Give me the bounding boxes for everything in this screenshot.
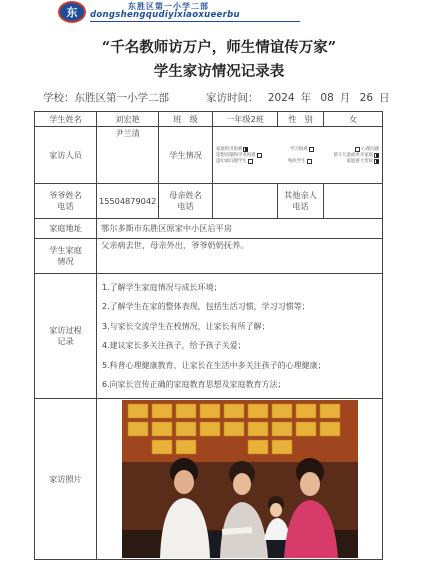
student-name-label: 学生姓名: [35, 112, 97, 127]
status-option[interactable]: 心理问题: [355, 146, 379, 152]
status-option[interactable]: 家庭经济困难: [216, 146, 248, 152]
meta-school: 学校：东胜区第一小学二部: [43, 92, 169, 104]
other-relative-label: 其他亲人 电话: [278, 184, 324, 219]
status-option[interactable]: 违纪或问题学生: [216, 158, 253, 164]
checkbox-icon: [374, 153, 379, 158]
list-item: 3.与家长交流学生在校情况，让家长有所了解；: [102, 321, 270, 331]
visitors-label: 家访人员: [35, 127, 97, 184]
family-value: 父亲病去世，母亲外出，爷爷奶奶抚养。: [97, 239, 383, 274]
status-option[interactable]: 学习困难: [290, 146, 314, 152]
row-student: [35, 112, 383, 127]
gender-value: 女: [324, 112, 383, 127]
visit-year-unit: 年: [300, 92, 312, 104]
visit-year: 2024: [267, 92, 295, 104]
mother-value: [213, 184, 278, 219]
gender-label: 性 别: [278, 112, 324, 127]
family-label: 学生家庭 情况: [35, 239, 97, 274]
visit-record-table: [34, 111, 383, 560]
checkbox-icon: [243, 147, 248, 152]
visit-time-label: 家访时间：: [206, 92, 259, 104]
class-label: 班 级: [159, 112, 213, 127]
visit-day: 26: [359, 92, 374, 104]
school-pinyin: dongshengqudiyixiaoxueerbu: [90, 10, 240, 20]
checkbox-icon: [248, 159, 253, 164]
checkbox-icon: [307, 159, 312, 164]
row-visitors: [35, 127, 383, 184]
school-name: 东胜区第一小学二部: [128, 2, 209, 11]
address-label: 家庭地址: [35, 219, 97, 239]
checkbox-icon: [355, 147, 360, 152]
student-name: 刘宏艳: [97, 112, 159, 127]
row-process: [35, 274, 383, 399]
home-visit-photo: [122, 400, 358, 558]
checkbox-icon: [374, 159, 379, 164]
grandpa-phone: 15504879042: [97, 184, 159, 219]
address-value: 鄂尔多斯市东胜区原家中小区后平房: [97, 219, 383, 239]
logo-char: 东: [66, 6, 78, 19]
list-item: 2.了解学生在家的整体表现，包括生活习惯，学习习惯等；: [102, 302, 310, 312]
status-option[interactable]: 思想问题和学业困难: [216, 152, 262, 158]
other-relative-value: [324, 184, 383, 219]
slogan: “千名教师访万户，师生情谊传万家”: [101, 39, 337, 56]
status-label: 学生情况: [159, 127, 213, 184]
process-list: [99, 278, 380, 395]
status-option[interactable]: 家庭重大变故: [347, 158, 379, 164]
class-value: 一年级2班: [213, 112, 278, 127]
list-item: 4.建议家长多关注孩子，给予孩子关爱；: [102, 341, 246, 351]
row-address: [35, 219, 383, 239]
list-item: 5.科普心理健康教育，让家长在生活中多关注孩子的心理健康；: [102, 360, 326, 370]
status-option[interactable]: 残疾学生: [288, 158, 312, 164]
row-photo: [35, 399, 383, 560]
photo-label: 家访照片: [35, 399, 97, 560]
list-item: 6.向家长宣传正确的家庭教育思想及家庭教育方法；: [102, 380, 286, 390]
school-logo: [58, 1, 86, 23]
meta-visit-time: [206, 90, 396, 105]
photo-illustration: [122, 400, 358, 558]
row-family: [35, 239, 383, 274]
header-divider: [90, 21, 300, 22]
visit-month-unit: 月: [339, 92, 351, 104]
list-item: 1.了解学生家庭情况与成长环境；: [102, 282, 222, 292]
row-guardians: [35, 184, 383, 219]
checkbox-icon: [257, 153, 262, 158]
photo-cell: [97, 399, 383, 560]
visit-month: 08: [320, 92, 334, 104]
visit-day-unit: 日: [379, 92, 390, 104]
status-option[interactable]: 留守儿童或单亲家庭: [333, 152, 379, 158]
checkbox-icon: [309, 147, 314, 152]
process-cell: [97, 274, 383, 399]
visitors-value: 尹兰清: [97, 127, 159, 184]
page-title: 学生家访情况记录表: [153, 63, 285, 80]
process-label: 家访过程 记录: [35, 274, 97, 399]
mother-label: 母亲姓名 电话: [159, 184, 213, 219]
grandpa-label: 爷爷姓名 电话: [35, 184, 97, 219]
status-options: [213, 127, 383, 184]
